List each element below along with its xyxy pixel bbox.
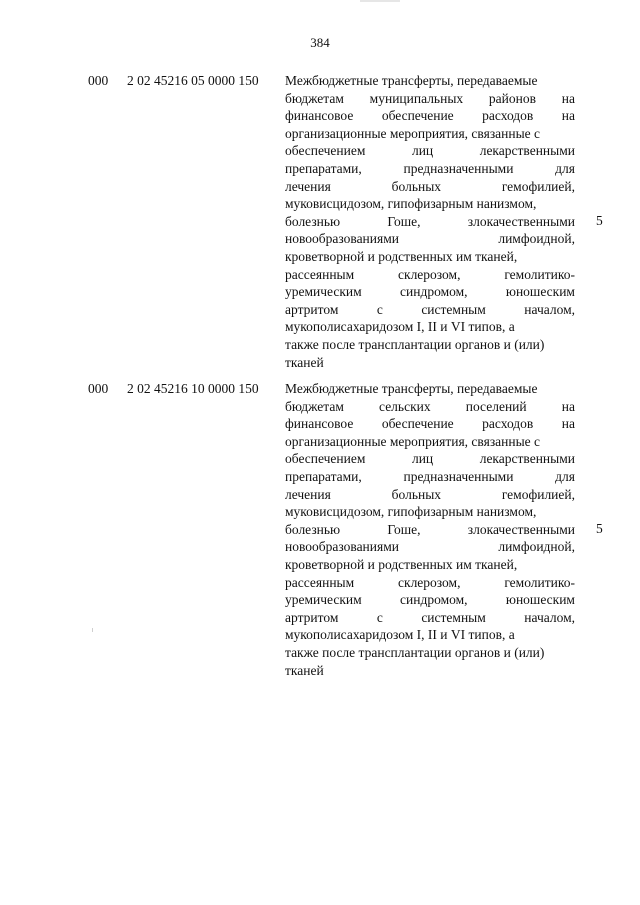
description-word: злокачественными bbox=[467, 521, 575, 537]
description-word: гемофилией, bbox=[501, 178, 575, 194]
description-word: также после трансплантации органов и (или) bbox=[285, 336, 545, 352]
description-word: лимфоидной, bbox=[498, 231, 575, 247]
description-word: муковисцидозом, гипофизарным нанизмом, bbox=[285, 504, 537, 520]
description-line bbox=[285, 318, 575, 336]
description-line bbox=[285, 266, 575, 284]
description-word: организационные мероприятия, связанные с bbox=[285, 125, 541, 141]
description-word: мукополисахаридозом I, II и VI типов, а bbox=[285, 319, 515, 335]
description-word: синдромом, bbox=[400, 592, 468, 608]
description-word: началом, bbox=[524, 301, 575, 317]
description-line bbox=[285, 644, 575, 662]
description-line bbox=[285, 556, 575, 574]
description-line bbox=[285, 213, 575, 231]
description-line bbox=[285, 468, 575, 486]
description-word: предназначенными bbox=[403, 468, 514, 484]
description-word: болезнью bbox=[285, 213, 341, 229]
description-line bbox=[285, 90, 575, 108]
description-word: на bbox=[561, 398, 575, 414]
description-word: предназначенными bbox=[403, 160, 514, 176]
description-line bbox=[285, 230, 575, 248]
description-word: уремическим bbox=[285, 592, 362, 608]
description-word: лекарственными bbox=[479, 451, 575, 467]
description-line bbox=[285, 107, 575, 125]
description-word: лечения bbox=[285, 486, 331, 502]
description-line bbox=[285, 195, 575, 213]
row-description bbox=[285, 380, 575, 679]
budget-classification-code: 2 02 45216 05 0000 150 bbox=[127, 73, 259, 88]
page-number: 384 bbox=[310, 35, 330, 50]
scan-speck bbox=[92, 628, 93, 632]
description-word: юношеским bbox=[505, 284, 575, 300]
description-word: для bbox=[555, 160, 575, 176]
description-word: на bbox=[561, 108, 575, 124]
description-line bbox=[285, 283, 575, 301]
description-word: гемофилией, bbox=[501, 486, 575, 502]
description-word: обеспечением bbox=[285, 143, 366, 159]
description-word: с bbox=[376, 301, 383, 317]
description-line bbox=[285, 72, 575, 90]
description-line bbox=[285, 398, 575, 416]
description-word: злокачественными bbox=[467, 213, 575, 229]
description-word: тканей bbox=[285, 662, 324, 678]
description-word: больных bbox=[391, 486, 442, 502]
description-word: для bbox=[555, 468, 575, 484]
description-word: рассеянным bbox=[285, 266, 355, 282]
description-line bbox=[285, 574, 575, 592]
description-line bbox=[285, 521, 575, 539]
description-word: тканей bbox=[285, 354, 324, 370]
margin-mark: 5 bbox=[596, 213, 603, 228]
margin-mark: 5 bbox=[596, 521, 603, 536]
description-word: препаратами, bbox=[285, 468, 362, 484]
description-word: системным bbox=[421, 609, 486, 625]
description-line bbox=[285, 662, 575, 680]
description-word: районов bbox=[488, 90, 536, 106]
description-word: началом, bbox=[524, 609, 575, 625]
description-line bbox=[285, 380, 575, 398]
description-line bbox=[285, 538, 575, 556]
description-word: Межбюджетные трансферты, передаваемые bbox=[285, 73, 538, 88]
description-word: мукополисахаридозом I, II и VI типов, а bbox=[285, 627, 515, 643]
description-word: новообразованиями bbox=[285, 539, 399, 555]
description-word: сельских bbox=[379, 398, 431, 414]
description-line bbox=[285, 178, 575, 196]
description-word: поселений bbox=[465, 398, 527, 414]
description-word: обеспечение bbox=[381, 108, 454, 124]
description-word: рассеянным bbox=[285, 574, 355, 590]
description-word: артритом bbox=[285, 609, 339, 625]
description-line bbox=[285, 248, 575, 266]
description-word: синдромом, bbox=[400, 284, 468, 300]
description-line bbox=[285, 301, 575, 319]
description-word: Гоше, bbox=[387, 521, 421, 537]
description-word: муниципальных bbox=[369, 90, 464, 106]
row-description bbox=[285, 72, 575, 371]
description-word: системным bbox=[421, 301, 486, 317]
description-word: гемолитико- bbox=[504, 574, 575, 590]
description-word: расходов bbox=[482, 108, 534, 124]
description-line bbox=[285, 160, 575, 178]
description-word: лимфоидной, bbox=[498, 539, 575, 555]
description-line bbox=[285, 609, 575, 627]
description-word: лечения bbox=[285, 178, 331, 194]
admin-code: 000 bbox=[88, 73, 109, 88]
description-word: обеспечение bbox=[381, 416, 454, 432]
description-word: склерозом, bbox=[398, 574, 461, 590]
description-line bbox=[285, 591, 575, 609]
description-line bbox=[285, 142, 575, 160]
description-word: на bbox=[561, 90, 575, 106]
description-line bbox=[285, 486, 575, 504]
description-word: финансовое bbox=[285, 416, 354, 432]
description-line bbox=[285, 125, 575, 143]
description-word: склерозом, bbox=[398, 266, 461, 282]
description-word: кроветворной и родственных им тканей, bbox=[285, 556, 518, 572]
description-word: обеспечением bbox=[285, 451, 366, 467]
admin-code: 000 bbox=[88, 381, 109, 396]
description-word: препаратами, bbox=[285, 160, 362, 176]
description-line bbox=[285, 336, 575, 354]
description-word: гемолитико- bbox=[504, 266, 575, 282]
description-word: новообразованиями bbox=[285, 231, 399, 247]
description-word: лиц bbox=[411, 143, 434, 159]
description-word: также после трансплантации органов и (или) bbox=[285, 644, 545, 660]
description-word: бюджетам bbox=[285, 398, 344, 414]
description-word: уремическим bbox=[285, 284, 362, 300]
description-word: лекарственными bbox=[479, 143, 575, 159]
description-word: лиц bbox=[411, 451, 434, 467]
description-line bbox=[285, 433, 575, 451]
description-word: организационные мероприятия, связанные с bbox=[285, 433, 541, 449]
description-word: с bbox=[376, 609, 383, 625]
description-word: Межбюджетные трансферты, передаваемые bbox=[285, 381, 538, 396]
description-line bbox=[285, 415, 575, 433]
description-line bbox=[285, 503, 575, 521]
description-word: расходов bbox=[482, 416, 534, 432]
description-word: артритом bbox=[285, 301, 339, 317]
description-line bbox=[285, 450, 575, 468]
description-word: юношеским bbox=[505, 592, 575, 608]
description-word: на bbox=[561, 416, 575, 432]
description-word: бюджетам bbox=[285, 90, 344, 106]
description-word: Гоше, bbox=[387, 213, 421, 229]
description-word: больных bbox=[391, 178, 442, 194]
description-word: муковисцидозом, гипофизарным нанизмом, bbox=[285, 196, 537, 212]
description-word: финансовое bbox=[285, 108, 354, 124]
description-word: кроветворной и родственных им тканей, bbox=[285, 248, 518, 264]
description-line bbox=[285, 354, 575, 372]
scan-smudge bbox=[360, 0, 400, 2]
description-line bbox=[285, 626, 575, 644]
description-word: болезнью bbox=[285, 521, 341, 537]
budget-classification-code: 2 02 45216 10 0000 150 bbox=[127, 381, 259, 396]
